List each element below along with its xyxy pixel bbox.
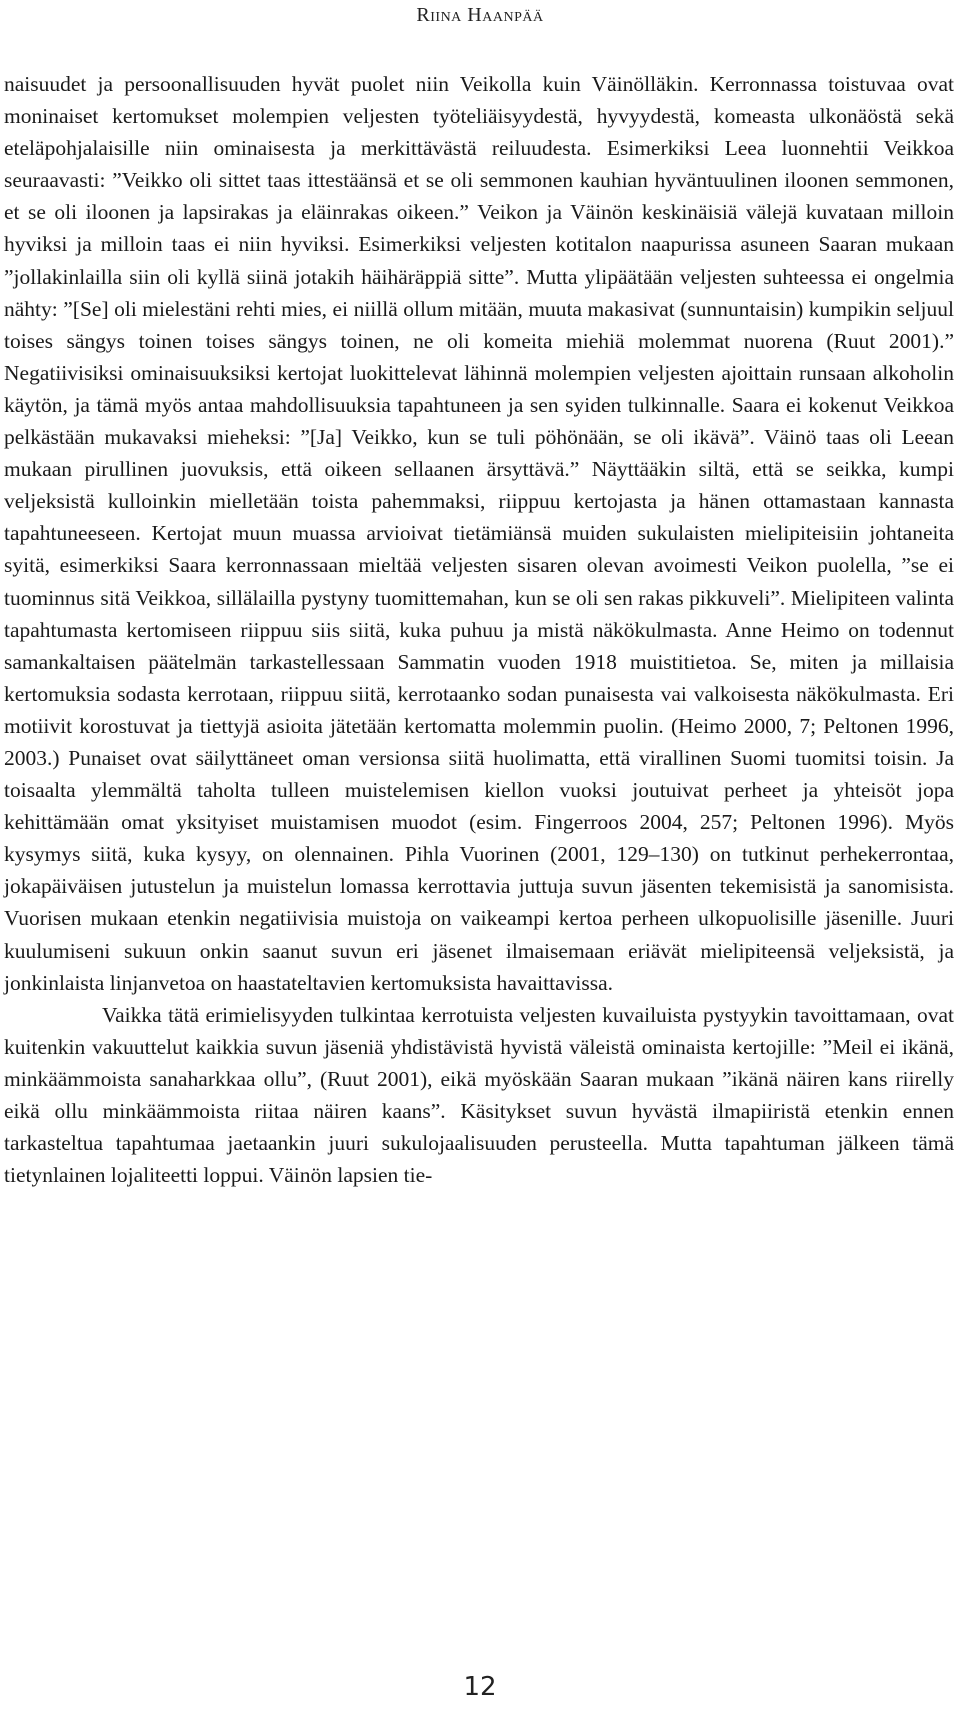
body-text — [4, 68, 954, 1191]
page-number: 12 — [463, 1672, 497, 1702]
running-header: Riina Haanpää — [416, 4, 544, 26]
paragraph: Vaikka tätä erimielisyyden tulkintaa kerrotuista veljesten kuvailuista pystyykin tavoittamaan, ovat kuitenkin vakuuttelut kaikkia suvun jäseniä yhdistävistä hyvistä väleistä ominaista kertojille: ”Meil ei ikänä, minkäämmoista sanaharkkaa ollu”, (Ruut 2001), eikä myöskään Saaran mukaan ”ikänä näiren kans riirelly eikä ollu minkäämmoista riitaa näiren kaans”. Käsitykset suvun hyvästä ilmapiiristä etenkin ennen tarkasteltua tapahtumaa jaetaankin juuri sukulojaalisuuden perusteella. Mutta tapahtuman jälkeen tämä tietynlainen lojaliteetti loppui. Väinön lapsien tie- — [4, 1002, 954, 1188]
paragraph: naisuudet ja persoonallisuuden hyvät puolet niin Veikolla kuin Väinölläkin. Kerronnassa toistuvaa ovat moninaiset kertomukset molempien veljesten työteliäisyydestä, hyvyydestä, komeasta ulkonäöstä sekä eteläpohjalaisille niin ominaisesta ja merkittävästä reiluudesta. Esimerkiksi Leea luonnehtii Veikkoa seuraavasti: ”Veikko oli sittet taas ittestäänsä et se oli semmonen kauhian hyväntuulinen iloonen semmonen, et se oli iloonen ja lapsirakas ja eläinrakas oikeen.” Veikon ja Väinön keskinäisiä välejä kuvataan milloin hyviksi ja milloin taas ei niin hyviksi. Esimerkiksi veljesten kotitalon naapurissa asuneen Saaran mukaan ”jollakinlailla siin oli kyllä siinä jotakih häihäräppiä sitte”. Mutta ylipäätään veljesten suhteessa ei ongelmia nähty: ”[Se] oli mielestäni rehti mies, ei niillä ollum mitään, muuta makasivat (sunnuntaisin) kumpikin seljuul toises sängys toinen toises sängys toinen, ne oli komeita miehiä molemmat nuorena (Ruut 2001).” Negatiivisiksi ominaisuuksiksi kertojat luokittelevat lähinnä molempien veljesten ajoittain runsaan alkoholin käytön, ja tämä myös antaa mahdollisuuksia tapahtuneen ja sen syiden tulkinnalle. Saara ei kokenut Veikkoa pelkästään mukavaksi mieheksi: ”[Ja] Veikko, kun se tuli pöhönään, se oli ikävä”. Väinö taas oli Leean mukaan pirullinen juovuksis, että oikeen sellaanen ärsyttävä.” Näyttääkin siltä, että se seikka, kumpi veljeksistä kulloinkin mielletään toista pahemmaksi, riippuu kertojasta ja hänen ottamastaan kannasta tapahtuneeseen. Kertojat muun muassa arvioivat tietämiänsä muiden sukulaisten mielipiteisiin johtaneita syitä, esimerkiksi Saara kerronnassaan mieltää veljesten sisaren olevan avoimesti Veikon puolella, ”se ei tuominnus sitä Veikkoa, sillälailla pystyny tuomittemahan, kun se oli sen rakas pikkuveli”. Mielipiteen valinta tapahtumasta kertomiseen riippuu siis siitä, kuka puhuu ja mistä näkökulmasta. Anne Heimo on todennut samankaltaisen päätelmän tarkastellessaan Sammatin vuoden 1918 muistitietoa. Se, miten ja millaisia kertomuksia sodasta kerrotaan, riippuu siitä, kerrotaanko sodan punaisesta vai valkoisesta näkökulmasta. Eri motiivit korostuvat ja tiettyjä asioita jätetään kertomatta molemmin puolin. (Heimo 2000, 7; Peltonen 1996, 2003.) Punaiset ovat säilyttäneet oman versionsa siitä huolimatta, että virallinen Suomi tuomitsi toisin. Ja toisaalta ylemmältä taholta tulleen muistelemisen kiellon vuoksi joutuivat perheet ja yhteisöt jopa kehittämään omat yksityiset muistamisen muodot (esim. Fingerroos 2004, 257; Peltonen 1996). Myös kysymys siitä, kuka kysyy, on olennainen. Pihla Vuorinen (2001, 129–130) on tutkinut perhekerrontaa, jokapäiväisen jutustelun ja muistelun lomassa kerrottavia juttuja suvun jäsenten tekemisistä ja sanomisista. Vuorisen mukaan etenkin negatiivisia muistoja on vaikeampi kertoa perheen ulkopuolisille jäsenille. Juuri kuulumiseni sukuun onkin saanut suvun eri jäsenet ilmaisemaan eriävät mielipiteensä veljeksistä, ja jonkinlaista linjanvetoa on haastateltavien kertomuksista havaittavissa. — [4, 72, 954, 995]
